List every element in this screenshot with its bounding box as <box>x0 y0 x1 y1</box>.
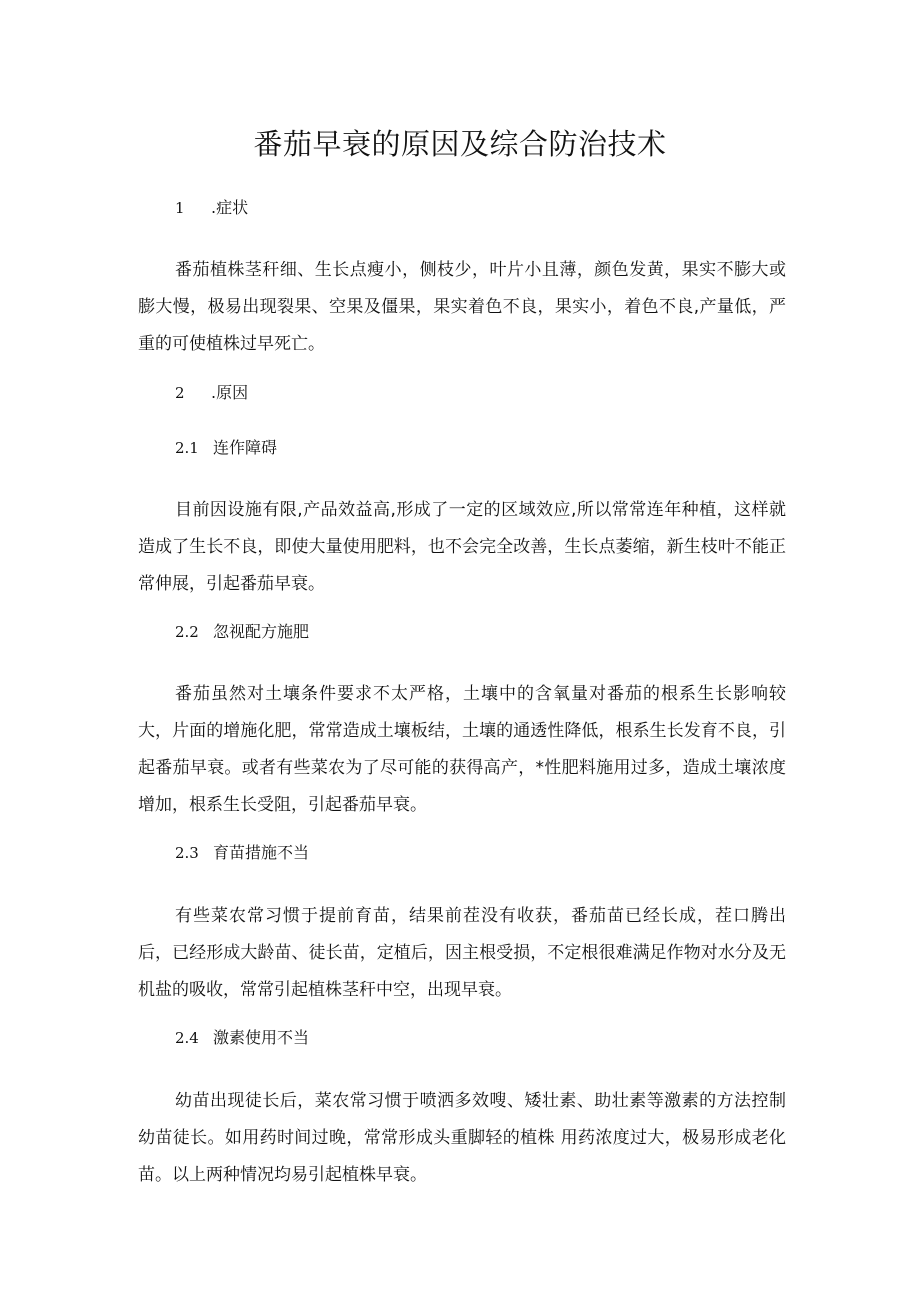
section-heading-2-4 <box>175 1027 309 1049</box>
paragraph-hormones: 幼苗出现徒长后，菜农常习惯于喷洒多效嗖、矮壮素、助壮素等激素的方法控制幼苗徒长。如用药时间过晚，常常形成头重脚轻的植株 用药浓度过大，极易形成老化苗。以上两种情况均易引起植株早衰。 <box>138 1091 786 1185</box>
section-heading-text: 忽视配方施肥 <box>213 622 310 641</box>
paragraph-seedling: 有些菜农常习惯于提前育苗，结果前茬没有收获，番茄苗已经长成，茬口腾出后，已经形成大龄苗、徒长苗，定植后，因主根受损，不定根很难满足作物对水分及无机盐的吸收，常常引起植株茎秆中空，出现早衰。 <box>138 906 786 1000</box>
section-number: 2.4 <box>175 1029 199 1047</box>
section-heading-2-1 <box>175 437 277 459</box>
section-heading-text: .原因 <box>211 383 249 402</box>
section-heading-text: .症状 <box>211 198 249 217</box>
paragraph-continuous-cropping: 目前因设施有限,产品效益高,形成了一定的区域效应,所以常常连年种植，这样就造成了生长不良，即使大量使用肥料，也不会完全改善，生长点萎缩，新生枝叶不能正常伸展，引起番茄早衰。 <box>138 500 786 594</box>
section-number: 1 <box>175 199 185 217</box>
section-number: 2.2 <box>175 623 199 641</box>
section-heading-1 <box>175 197 248 219</box>
section-heading-2 <box>175 382 248 404</box>
section-heading-text: 育苗措施不当 <box>213 843 310 862</box>
section-heading-2-3 <box>175 842 309 864</box>
section-heading-2-2 <box>175 621 309 643</box>
section-heading-text: 激素使用不当 <box>213 1028 310 1047</box>
section-heading-text: 连作障碍 <box>213 438 278 457</box>
section-number: 2.3 <box>175 844 199 862</box>
paragraph-symptoms: 番茄植株茎秆细、生长点瘦小，侧枝少，叶片小且薄，颜色发黄，果实不膨大或膨大慢，极易出现裂果、空果及僵果，果实着色不良，果实小，着色不良,产量低，严重的可使植株过早死亡。 <box>138 260 786 354</box>
section-number: 2.1 <box>175 439 199 457</box>
section-number: 2 <box>175 384 185 402</box>
page-title: 番茄早衰的原因及综合防治技术 <box>253 127 667 161</box>
paragraph-fertilization: 番茄虽然对土壤条件要求不太严格，土壤中的含氧量对番茄的根系生长影响较大，片面的增施化肥，常常造成土壤板结，土壤的通透性降低，根系生长发育不良，引起番茄早衰。或者有些菜农为了尽可能的获得高产，*性肥料施用过多，造成土壤浓度增加，根系生长受阻，引起番茄早衰。 <box>138 684 786 815</box>
